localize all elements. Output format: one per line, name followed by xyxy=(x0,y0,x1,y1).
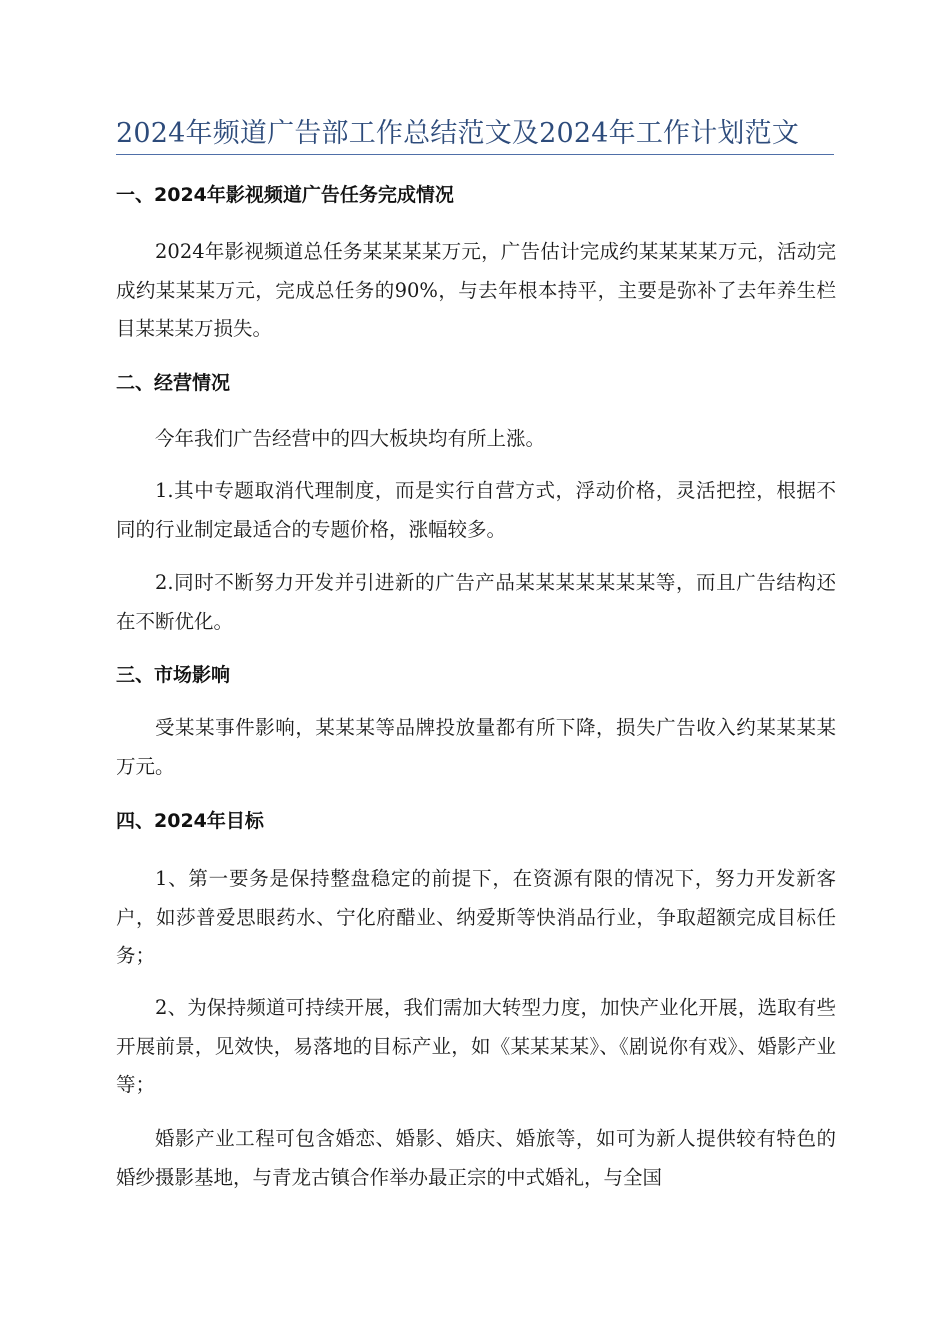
section-4-paragraph-3: 婚影产业工程可包含婚恋、婚影、婚庆、婚旅等，如可为新人提供较有特色的婚纱摄影基地，与青龙古镇合作举办最正宗的中式婚礼，与全国 xyxy=(116,1127,836,1189)
section-2-paragraph-2: 1.其中专题取消代理制度，而是实行自营方式，浮动价格，灵活把控，根据不同的行业制定最适合的专题价格，涨幅较多。 xyxy=(116,479,836,541)
section-2-paragraph-1: 今年我们广告经营中的四大板块均有所上涨。 xyxy=(155,427,546,450)
document-title: 2024年频道广告部工作总结范文及2024年工作计划范文 xyxy=(116,118,800,149)
section-3-paragraph-1: 受某某事件影响，某某某等品牌投放量都有所下降，损失广告收入约某某某某万元。 xyxy=(116,716,836,778)
section-heading-2: 二、经营情况 xyxy=(116,372,231,394)
section-1-paragraph-1: 2024年影视频道总任务某某某某万元，广告估计完成约某某某某万元，活动完成约某某某万元，完成总任务的90%，与去年根本持平，主要是弥补了去年养生栏目某某某万损失。 xyxy=(116,240,836,340)
section-4-paragraph-1: 1、第一要务是保持整盘稳定的前提下，在资源有限的情况下，努力开发新客户，如莎普爱思眼药水、宁化府醋业、纳爱斯等快消品行业，争取超额完成目标任务； xyxy=(116,867,836,967)
section-heading-3: 三、市场影响 xyxy=(116,664,231,686)
section-4-paragraph-2: 2、为保持频道可持续开展，我们需加大转型力度，加快产业化开展，选取有些开展前景，见效快，易落地的目标产业，如《某某某某》、《剧说你有戏》、婚影产业等； xyxy=(116,996,836,1096)
section-2-paragraph-3: 2.同时不断努力开发并引进新的广告产品某某某某某某某等，而且广告结构还在不断优化。 xyxy=(116,571,836,633)
section-heading-4: 四、2024年目标 xyxy=(116,810,264,832)
section-heading-1: 一、2024年影视频道广告任务完成情况 xyxy=(116,184,454,206)
title-underline xyxy=(116,154,834,155)
